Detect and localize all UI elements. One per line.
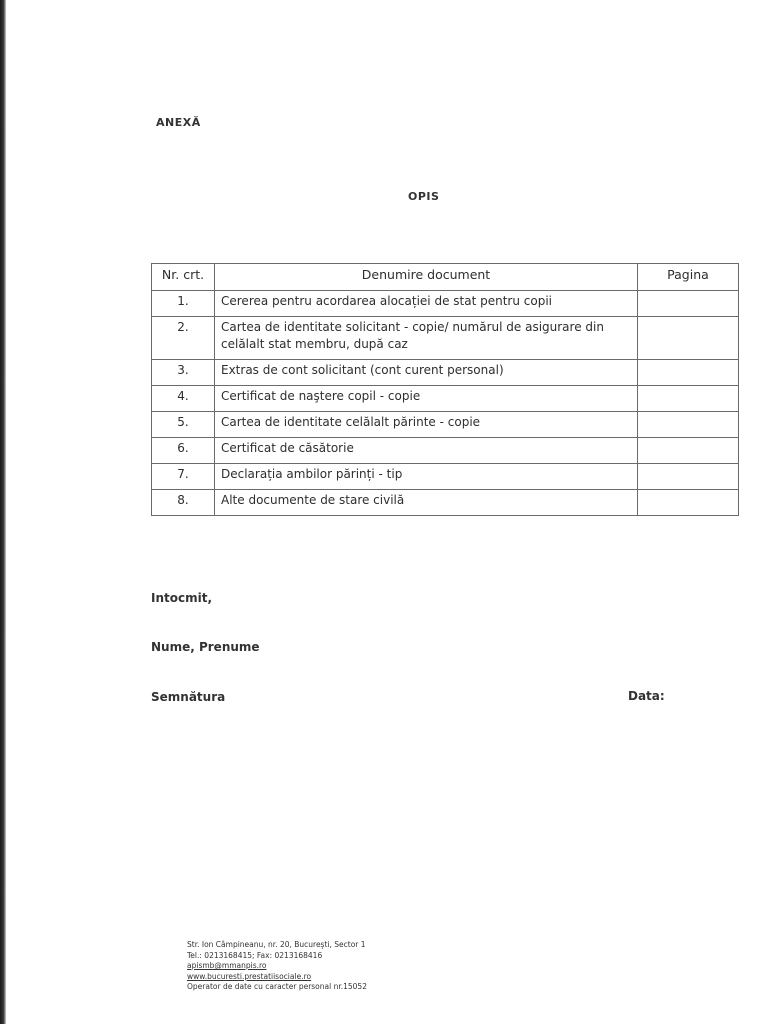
row-page — [638, 317, 739, 360]
table-row — [152, 438, 739, 464]
footer-email-link[interactable]: apismb@mmanpis.ro — [187, 961, 267, 970]
scan-edge — [0, 0, 6, 1024]
row-number: 8. — [152, 490, 215, 516]
footer-contact — [187, 940, 367, 993]
row-page — [638, 360, 739, 386]
row-page — [638, 412, 739, 438]
row-number: 1. — [152, 291, 215, 317]
row-number: 4. — [152, 386, 215, 412]
prepared-label: Intocmit, — [151, 591, 213, 605]
footer-operator: Operator de date cu caracter personal nr.15052 — [187, 982, 367, 991]
row-page — [638, 291, 739, 317]
table-row — [152, 412, 739, 438]
table-row — [152, 291, 739, 317]
name-label: Nume, Prenume — [151, 640, 260, 654]
row-number: 5. — [152, 412, 215, 438]
signature-label: Semnătura — [151, 690, 226, 704]
row-number: 6. — [152, 438, 215, 464]
table-row — [152, 360, 739, 386]
row-page — [638, 438, 739, 464]
footer-phone: Tel.: 0213168415; Fax: 0213168416 — [187, 950, 323, 960]
footer-website-link[interactable]: www.bucuresti.prestatiisociale.ro — [187, 971, 312, 981]
row-document-name: Certificat de naştere copil - copie — [215, 386, 638, 412]
footer-address: Str. Ion Câmpineanu, nr. 20, Bucureşti, Sector 1 — [187, 940, 366, 949]
row-document-name: Certificat de căsătorie — [215, 438, 638, 464]
row-page — [638, 464, 739, 490]
column-header-name: Denumire document — [215, 264, 638, 291]
table-row — [152, 490, 739, 516]
row-page — [638, 490, 739, 516]
row-document-name: Extras de cont solicitant (cont curent personal) — [215, 360, 638, 386]
row-document-name: Cartea de identitate solicitant - copie/ numărul de asigurare din celălalt stat membru, după caz — [215, 317, 638, 360]
row-document-name: Cererea pentru acordarea alocației de stat pentru copii — [215, 291, 638, 317]
document-title: OPIS — [408, 190, 440, 203]
row-number: 3. — [152, 360, 215, 386]
row-page — [638, 386, 739, 412]
table-row — [152, 386, 739, 412]
table-row — [152, 317, 739, 360]
table-header-row — [152, 264, 739, 291]
row-document-name: Declarația ambilor părinți - tip — [215, 464, 638, 490]
row-document-name: Alte documente de stare civilă — [215, 490, 638, 516]
row-number: 2. — [152, 317, 215, 360]
column-header-page: Pagina — [638, 264, 739, 291]
row-document-name: Cartea de identitate celălalt părinte - copie — [215, 412, 638, 438]
date-label: Data: — [628, 689, 665, 703]
documents-table — [151, 263, 739, 516]
annex-label: ANEXĂ — [156, 116, 201, 129]
column-header-nr: Nr. crt. — [152, 264, 215, 291]
row-number: 7. — [152, 464, 215, 490]
table-row — [152, 464, 739, 490]
